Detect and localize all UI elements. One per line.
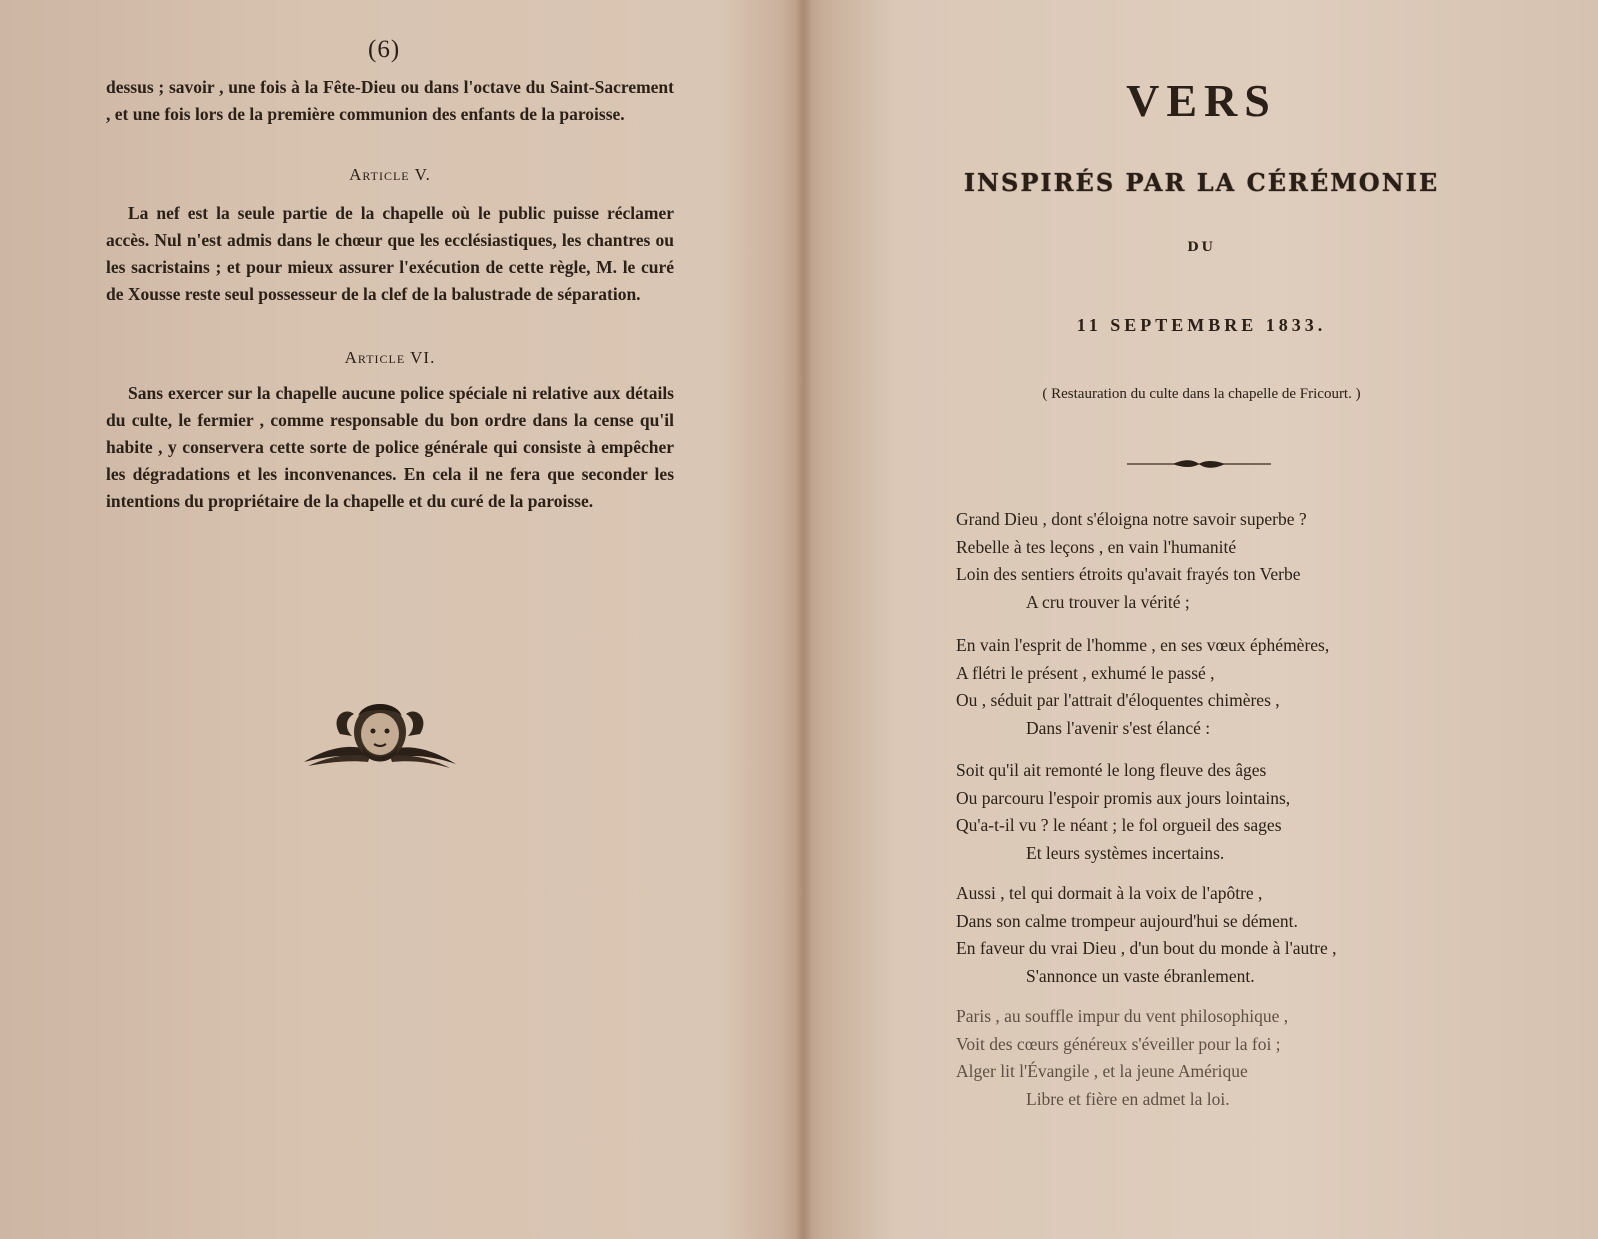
verse-line: Dans l'avenir s'est élancé : [1026, 717, 1211, 738]
verse-line: Et leurs systèmes incertains. [1026, 842, 1225, 863]
verse-line: En faveur du vrai Dieu , d'un bout du monde à l'autre , [956, 938, 1337, 958]
poem-date: 11 SEPTEMBRE 1833. [1076, 315, 1327, 335]
article-5-heading: Article V. [349, 165, 431, 184]
verse-line: S'annonce un vaste ébranlement. [1026, 965, 1255, 986]
verse-line: Aussi , tel qui dormait à la voix de l'apôtre , [956, 883, 1263, 903]
article-6-heading: Article VI. [344, 348, 436, 367]
verse-line: A flétri le présent , exhumé le passé , [956, 662, 1215, 683]
cherub-vignette-icon [300, 694, 460, 772]
poem-title: VERS [1126, 75, 1277, 126]
stanza-1 [956, 506, 1516, 616]
verse-line: Dans son calme trompeur aujourd'hui se dément. [956, 910, 1298, 931]
page-number: (6) [368, 36, 401, 63]
verse-line: Soit qu'il ait remonté le long fleuve des âges [956, 760, 1267, 780]
verse-line: Alger lit l'Évangile , et la jeune Amérique [956, 1061, 1248, 1081]
poem-subtitle: INSPIRÉS PAR LA CÉRÉMONIE [963, 168, 1440, 197]
verse-line: Qu'a-t-il vu ? le néant ; le fol orgueil des sages [956, 815, 1282, 835]
verse-line: Voit des cœurs généreux s'éveiller pour la foi ; [956, 1033, 1281, 1054]
article-6-text: Sans exercer sur la chapelle aucune police spéciale ni relative aux détails du culte, le fermier , comme responsable du bon ordre dans la cense qu'il habite , y conservera cette sorte de police générale qui consiste à empêcher les dégradations et les inconvenances. En cela il ne fera que seconder les intentions du propriétaire de la chapelle et du curé de la paroisse. [106, 383, 674, 511]
verse-line: Libre et fière en admet la loi. [1026, 1088, 1230, 1109]
verse-line: En vain l'esprit de l'homme , en ses vœux éphémères, [956, 635, 1330, 655]
right-page [805, 0, 1598, 1239]
poem-note: ( Restauration du culte dans la chapelle de Fricourt. ) [1042, 386, 1361, 402]
subtitle-du: DU [1187, 240, 1216, 255]
stanza-3 [956, 757, 1516, 867]
verse-line: Grand Dieu , dont s'éloigna notre savoir superbe ? [956, 509, 1307, 529]
ornamental-rule-icon [1127, 458, 1271, 470]
verse-line: Loin des sentiers étroits qu'avait frayés ton Verbe [956, 564, 1301, 584]
paragraph-continued: dessus ; savoir , une fois à la Fête-Dieu ou dans l'octave du Saint-Sacrement , et une fois lors de la première communion des enfants de la paroisse. [106, 77, 674, 124]
stanza-2 [956, 632, 1516, 742]
verse-line: Ou parcouru l'espoir promis aux jours lointains, [956, 787, 1291, 808]
verse-line: Rebelle à tes leçons , en vain l'humanité [956, 536, 1237, 557]
verse-line: A cru trouver la vérité ; [1026, 591, 1190, 612]
verse-line: Ou , séduit par l'attrait d'éloquentes chimères , [956, 690, 1280, 710]
verse-line: Paris , au souffle impur du vent philosophique , [956, 1006, 1289, 1026]
stanza-5 [956, 1003, 1516, 1113]
article-5-text: La nef est la seule partie de la chapelle où le public puisse réclamer accès. Nul n'est admis dans le chœur que les ecclésiastiques, les chantres ou les sacristains ; et pour mieux assurer l'exécution de cette règle, M. le curé de Xousse reste seul possesseur de la clef de la balustrade de séparation. [106, 203, 674, 304]
stanza-4 [956, 880, 1516, 990]
